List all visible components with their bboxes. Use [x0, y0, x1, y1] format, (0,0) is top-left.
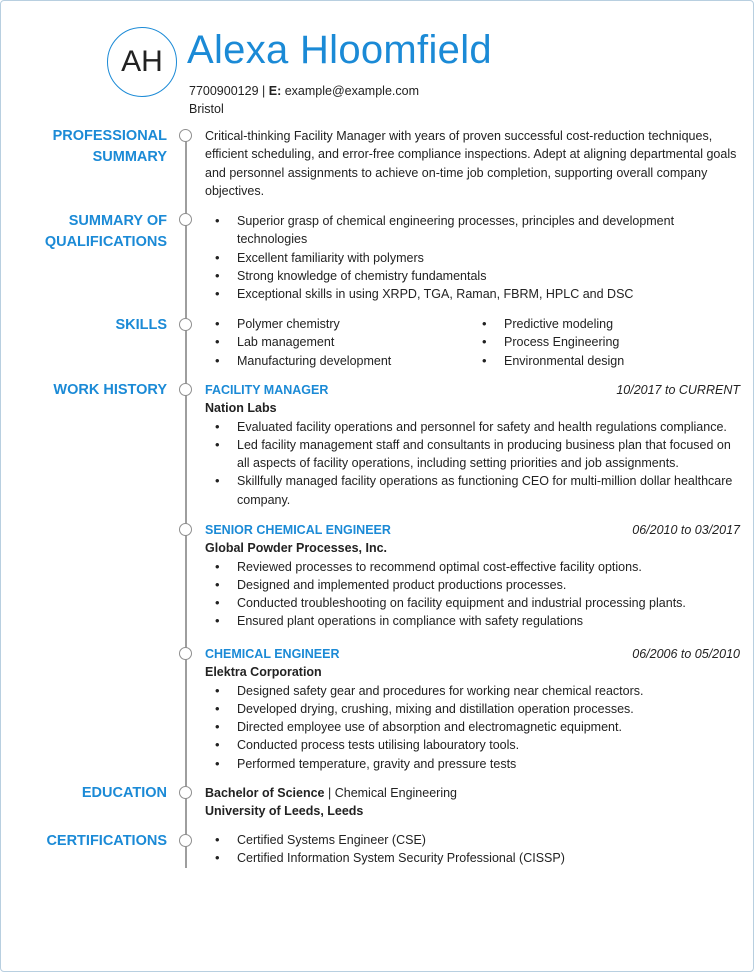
certifications-list: [205, 831, 740, 868]
section-title-line: PROFESSIONAL: [52, 128, 167, 144]
job-dates: 06/2006 to 05/2010: [632, 647, 740, 661]
skills-block: [205, 315, 740, 370]
job-title: CHEMICAL ENGINEER: [205, 647, 340, 661]
contact-line: 7700900129 | E: example@example.com: [189, 84, 419, 98]
job-bullets: [205, 682, 740, 773]
timeline-dot: [179, 647, 192, 660]
list-item: • Manufacturing development: [205, 352, 472, 370]
job-title: SENIOR CHEMICAL ENGINEER: [205, 523, 391, 537]
skills-list-right: [472, 315, 739, 370]
list-item: • Polymer chemistry: [205, 315, 472, 333]
section-title-education: [82, 783, 167, 804]
list-item: • Skillfully managed facility operations as functioning CEO for multi-million dollar healthcare company.: [205, 472, 740, 509]
phone-number: 7700900129: [189, 84, 259, 98]
section-title-line: SUMMARY OF: [68, 213, 167, 229]
skills-columns: [205, 315, 740, 370]
email-label: E:: [268, 84, 282, 98]
section-title-qualifications: [45, 211, 167, 253]
email-address: example@example.com: [284, 84, 419, 98]
candidate-name: Alexa Hloomfield: [187, 28, 492, 72]
list-item: • Designed and implemented product productions processes.: [205, 576, 740, 594]
list-item: • Excellent familiarity with polymers: [205, 249, 740, 267]
degree: Bachelor of Science: [205, 786, 325, 800]
timeline-dot: [179, 834, 192, 847]
job-entry: [205, 381, 740, 509]
monogram-avatar: [107, 27, 177, 97]
job-bullets: [205, 558, 740, 631]
timeline-line: [185, 135, 187, 868]
company-name: Global Powder Processes, Inc.: [205, 541, 388, 556]
list-item: • Ensured plant operations in compliance with safety regulations: [205, 612, 740, 630]
list-item: • Conducted process tests utilising labouratory tools.: [205, 736, 740, 754]
section-title-line: SKILLS: [115, 317, 167, 333]
list-item: • Environmental design: [472, 352, 739, 370]
list-item: • Predictive modeling: [472, 315, 739, 333]
timeline-dot: [179, 383, 192, 396]
city: Bristol: [189, 102, 224, 116]
list-item: • Process Engineering: [472, 333, 739, 351]
section-title-work-history: [53, 380, 167, 401]
job-header: [205, 645, 740, 663]
section-title-line: WORK HISTORY: [53, 382, 167, 398]
education-block: [205, 784, 740, 821]
section-title-certifications: [46, 831, 167, 852]
monogram-initials: AH: [121, 45, 163, 78]
company-name: Nation Labs: [205, 401, 277, 416]
section-title-skills: [115, 315, 167, 336]
certifications-block: [205, 831, 740, 868]
list-item: • Designed safety gear and procedures for working near chemical reactors.: [205, 682, 740, 700]
job-title: FACILITY MANAGER: [205, 383, 329, 397]
qualifications-list: [205, 212, 740, 303]
school-name: University of Leeds, Leeds: [205, 804, 364, 819]
summary-text: Critical-thinking Facility Manager with years of proven successful cost-reduction techniques, efficient scheduling, and error-free compliance inspections. Adept at aligning departmental goals and personnel assignments to achieve on-time job completion, supporting overall company objectives.: [205, 129, 737, 198]
skills-list-left: [205, 315, 472, 370]
list-item: • Reviewed processes to recommend optimal cost-effective facility options.: [205, 558, 740, 576]
list-item: • Strong knowledge of chemistry fundamentals: [205, 267, 740, 285]
job-bullets: [205, 418, 740, 509]
list-item: • Directed employee use of absorption and electromagnetic equipment.: [205, 718, 740, 736]
contact-info: [189, 82, 419, 118]
list-item: • Lab management: [205, 333, 472, 351]
job-header: [205, 381, 740, 399]
timeline-dot: [179, 523, 192, 536]
timeline-dot: [179, 129, 192, 142]
degree-separator: |: [327, 786, 332, 800]
timeline-dot: [179, 786, 192, 799]
degree-line: [205, 784, 740, 802]
section-title-line: QUALIFICATIONS: [44, 234, 167, 250]
list-item: • Developed drying, crushing, mixing and distillation operation processes.: [205, 700, 740, 718]
job-entry: [205, 645, 740, 773]
degree-field: Chemical Engineering: [334, 786, 458, 800]
list-item: • Conducted troubleshooting on facility equipment and industrial processing plants.: [205, 594, 740, 612]
timeline-dot: [179, 318, 192, 331]
list-item: • Performed temperature, gravity and pressure tests: [205, 755, 740, 773]
list-item: • Evaluated facility operations and personnel for safety and health regulations compliance.: [205, 418, 740, 436]
job-entry: [205, 521, 740, 631]
list-item: • Certified Information System Security Professional (CISSP): [205, 849, 740, 867]
professional-summary-block: [205, 127, 740, 200]
job-dates: 10/2017 to CURRENT: [616, 383, 740, 397]
section-title-line: CERTIFICATIONS: [46, 833, 167, 849]
list-item: • Certified Systems Engineer (CSE): [205, 831, 740, 849]
section-title-line: SUMMARY: [92, 149, 167, 165]
list-item: • Superior grasp of chemical engineering processes, principles and development technologies: [205, 212, 740, 249]
job-header: [205, 521, 740, 539]
job-dates: 06/2010 to 03/2017: [632, 523, 740, 537]
list-item: • Exceptional skills in using XRPD, TGA, Raman, FBRM, HPLC and DSC: [205, 285, 740, 303]
list-item: • Led facility management staff and consultants in producing business plan that focused on all aspects of facility operations, including setting priorities and job assignments.: [205, 436, 740, 473]
section-title-line: EDUCATION: [81, 785, 167, 801]
timeline-dot: [179, 213, 192, 226]
company-name: Elektra Corporation: [205, 665, 322, 680]
section-title-professional-summary: [53, 126, 167, 168]
qualifications-block: [205, 212, 740, 303]
